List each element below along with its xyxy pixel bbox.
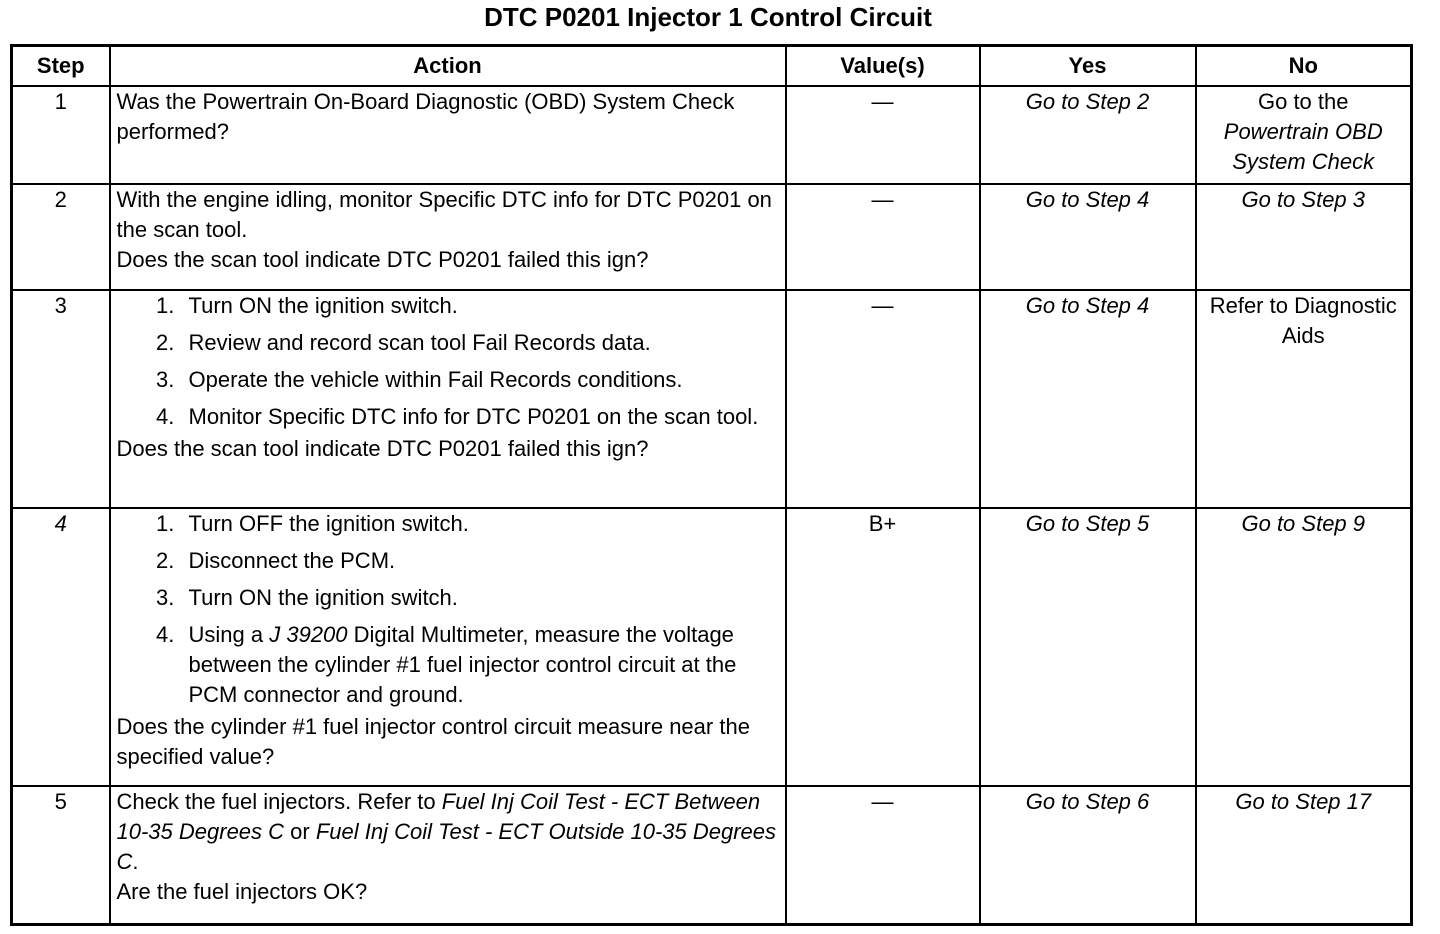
action-cell [110, 508, 786, 786]
action-cell [110, 290, 786, 508]
procedure-step: 2. Review and record scan tool Fail Records data. [181, 328, 779, 358]
procedure-step: 1. Turn OFF the ignition switch. [181, 509, 779, 539]
procedure-list [117, 509, 779, 710]
step-number: 2 [12, 184, 110, 290]
table-header-row [12, 46, 1412, 87]
action-question: Are the fuel injectors OK? [116, 879, 368, 904]
no-cell [1196, 786, 1412, 924]
tool-reference: J 39200 [269, 622, 348, 647]
no-link[interactable]: Powertrain OBD System Check [1223, 119, 1383, 174]
header-no: No [1196, 46, 1412, 87]
yes-link[interactable]: Go to Step 4 [1025, 187, 1150, 212]
yes-cell [980, 290, 1196, 508]
action-cell [110, 86, 786, 184]
procedure-step [181, 620, 779, 710]
action-text: Was the Powertrain On-Board Diagnostic (OBD) System Check performed? [116, 89, 735, 144]
no-link[interactable]: Refer to Diagnostic Aids [1209, 293, 1397, 348]
table-row [12, 786, 1412, 924]
no-link[interactable]: Go to Step 9 [1241, 511, 1366, 536]
action-question: Does the scan tool indicate DTC P0201 failed this ign? [116, 436, 649, 461]
procedure-reference[interactable]: Fuel Inj Coil Test - ECT Between 10-35 Degrees C [116, 789, 761, 844]
no-cell [1196, 86, 1412, 184]
yes-cell [980, 786, 1196, 924]
procedure-step: 3. Turn ON the ignition switch. [181, 583, 779, 613]
yes-link[interactable]: Go to Step 5 [1025, 511, 1150, 536]
yes-link[interactable]: Go to Step 4 [1025, 293, 1150, 318]
procedure-step: 1. Turn ON the ignition switch. [181, 291, 779, 321]
action-text-part: or [284, 819, 316, 844]
action-text: With the engine idling, monitor Specific DTC info for DTC P0201 on the scan tool. [116, 187, 772, 242]
no-text: Go to the [1257, 89, 1349, 114]
procedure-list [117, 291, 779, 432]
step-text: Digital Multimeter, measure the voltage between the cylinder #1 fuel injector control circuit at the PCM connector and ground. [188, 622, 737, 707]
value-cell: — [786, 290, 980, 508]
step-number: 1 [12, 86, 110, 184]
table-row [12, 508, 1412, 786]
step-number: 3 [12, 290, 110, 508]
value-cell: B+ [786, 508, 980, 786]
action-cell [110, 786, 786, 924]
header-values: Value(s) [786, 46, 980, 87]
yes-cell [980, 508, 1196, 786]
no-link[interactable]: Go to Step 17 [1235, 789, 1372, 814]
step-number: 4 [12, 508, 110, 786]
no-cell [1196, 184, 1412, 290]
procedure-step: 4. Monitor Specific DTC info for DTC P0201 on the scan tool. [181, 402, 779, 432]
header-yes: Yes [980, 46, 1196, 87]
no-cell [1196, 508, 1412, 786]
procedure-step: 2. Disconnect the PCM. [181, 546, 779, 576]
action-cell [110, 184, 786, 290]
action-question: Does the scan tool indicate DTC P0201 failed this ign? [116, 247, 649, 272]
action-text-part: . [132, 849, 139, 874]
yes-cell [980, 184, 1196, 290]
value-cell: — [786, 786, 980, 924]
procedure-step: 3. Operate the vehicle within Fail Records conditions. [181, 365, 779, 395]
value-cell: — [786, 86, 980, 184]
yes-link[interactable]: Go to Step 2 [1025, 89, 1150, 114]
page-title: DTC P0201 Injector 1 Control Circuit [484, 2, 932, 32]
step-number: 5 [12, 786, 110, 924]
table-row [12, 290, 1412, 508]
no-cell [1196, 290, 1412, 508]
table-row [12, 86, 1412, 184]
action-text-part: Check the fuel injectors. Refer to [116, 789, 442, 814]
procedure-reference[interactable]: Fuel Inj Coil Test - ECT Outside 10-35 Degrees C [116, 819, 777, 874]
header-step: Step [12, 46, 110, 87]
action-question: Does the cylinder #1 fuel injector control circuit measure near the specified value? [116, 714, 750, 769]
diagnostic-table [10, 44, 1413, 926]
step-text: Using a [188, 622, 270, 647]
table-row [12, 184, 1412, 290]
yes-cell [980, 86, 1196, 184]
action-text [117, 787, 779, 877]
yes-link[interactable]: Go to Step 6 [1025, 789, 1150, 814]
value-cell: — [786, 184, 980, 290]
header-action: Action [110, 46, 786, 87]
no-link[interactable]: Go to Step 3 [1241, 187, 1366, 212]
